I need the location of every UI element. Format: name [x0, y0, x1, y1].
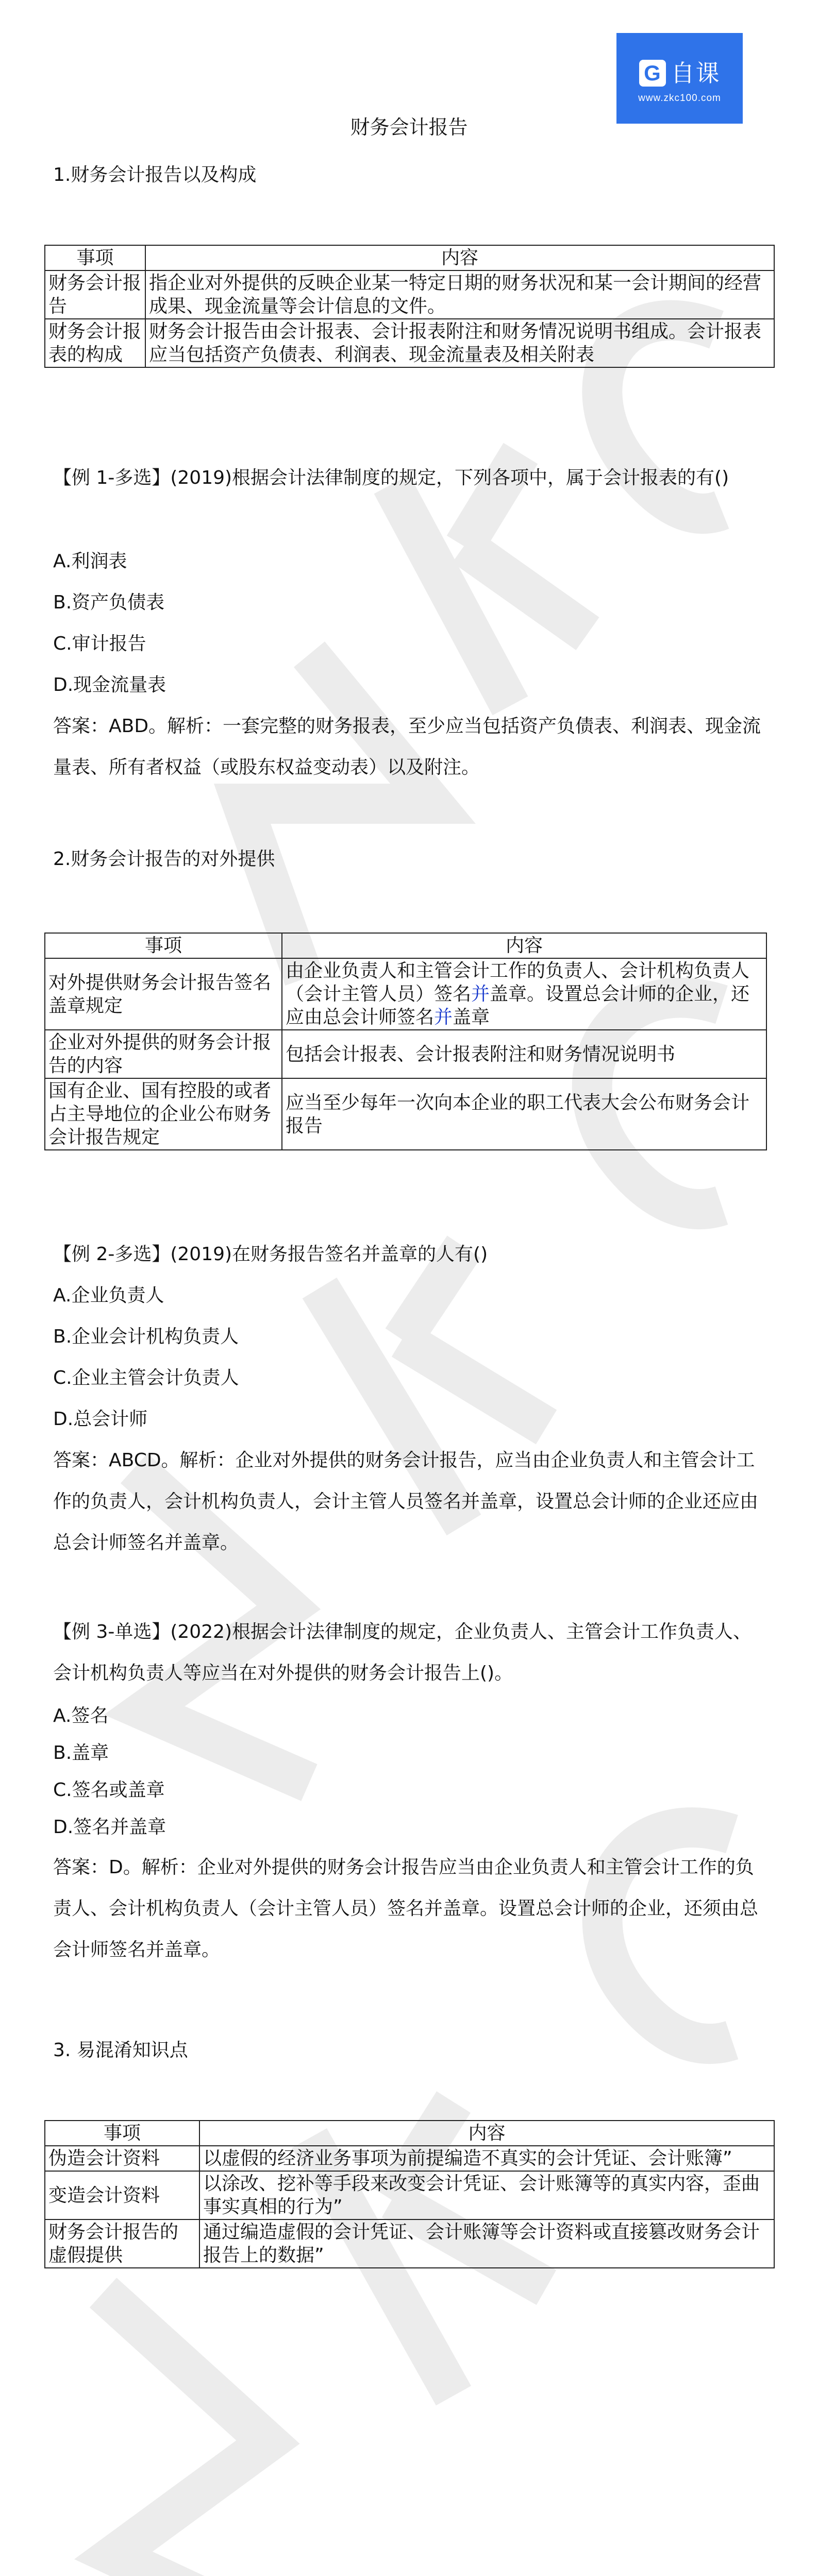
example-1-option: C.审计报告 [53, 633, 146, 654]
table-row [45, 319, 774, 367]
section-2-heading: 2.财务会计报告的对外提供 [53, 849, 275, 870]
example-3-option: A.签名 [53, 1705, 109, 1726]
table-header-cell: 内容 [145, 245, 774, 270]
section-1-heading: 1.财务会计报告以及构成 [53, 164, 257, 185]
table-header-cell: 事项 [45, 933, 282, 958]
example-2-option: D.总会计师 [53, 1409, 148, 1430]
example-2-option: C.企业主管会计负责人 [53, 1367, 239, 1388]
table-cell-item: 国有企业、国有控股的或者占主导地位的企业公布财务会计报告规定 [45, 1078, 282, 1150]
example-3-option: B.盖章 [53, 1742, 109, 1764]
table-cell-content: 指企业对外提供的反映企业某一特定日期的财务状况和某一会计期间的经营成果、现金流量等会计信息的文件。 [145, 270, 774, 319]
logo-url: www.zkc100.com [638, 93, 721, 104]
cell-text: 盖章。设置总会计师的企业，还应由总会计师签名 [286, 984, 750, 1028]
highlight-text: 并 [434, 1007, 453, 1028]
page-title: 财务会计报告 [350, 116, 468, 139]
example-1-question: 【例 1-多选】(2019)根据会计法律制度的规定，下列各项中，属于会计报表的有() [53, 467, 729, 488]
table-cell-content: 财务会计报告由会计报表、会计报表附注和财务情况说明书组成。会计报表应当包括资产负债表、利润表、现金流量表及相关附表 [145, 319, 774, 367]
table-header-row [45, 933, 766, 958]
example-1-option: A.利润表 [53, 551, 127, 572]
table-cell-content [282, 958, 766, 1030]
logo-name: 自课 [671, 59, 721, 87]
section-1-table [44, 245, 775, 368]
table-cell-content: 以虚假的经济业务事项为前提编造不真实的会计凭证、会计账簿” [199, 2146, 774, 2171]
example-1-option: B.资产负债表 [53, 592, 165, 613]
table-row [45, 1078, 766, 1150]
table-header-cell: 内容 [282, 933, 766, 958]
table-row [45, 958, 766, 1030]
table-row [45, 2219, 774, 2268]
table-cell-item: 对外提供财务会计报告签名盖章规定 [45, 958, 282, 1030]
table-row [45, 2146, 774, 2171]
brand-logo [616, 33, 743, 124]
example-2-option: B.企业会计机构负责人 [53, 1326, 239, 1347]
table-cell-item: 伪造会计资料 [45, 2146, 199, 2171]
example-3-option: C.签名或盖章 [53, 1780, 165, 1801]
table-header-cell: 事项 [45, 2121, 199, 2146]
table-cell-item: 变造会计资料 [45, 2171, 199, 2219]
table-cell-item: 企业对外提供的财务会计报告的内容 [45, 1030, 282, 1078]
example-3-question: 【例 3-单选】(2022)根据会计法律制度的规定，企业负责人、主管会计工作负责人、会计机构负责人等应当在对外提供的财务会计报告上()。 [53, 1621, 752, 1684]
table-header-cell: 事项 [45, 245, 145, 270]
table-cell-item: 财务会计报告 [45, 270, 145, 319]
section-2-table [44, 933, 767, 1150]
table-cell-content: 通过编造虚假的会计凭证、会计账簿等会计资料或直接篡改财务会计报告上的数据” [199, 2219, 774, 2268]
table-header-row [45, 245, 774, 270]
section-3-table [44, 2120, 775, 2268]
table-cell-content: 应当至少每年一次向本企业的职工代表大会公布财务会计报告 [282, 1078, 766, 1150]
table-row [45, 270, 774, 319]
example-2-option: A.企业负责人 [53, 1285, 164, 1306]
example-1-answer: 答案：ABD。解析：一套完整的财务报表，至少应当包括资产负债表、利润表、现金流量表、所有者权益（或股东权益变动表）以及附注。 [53, 716, 761, 778]
table-cell-content: 包括会计报表、会计报表附注和财务情况说明书 [282, 1030, 766, 1078]
example-2-answer: 答案：ABCD。解析：企业对外提供的财务会计报告，应当由企业负责人和主管会计工作的负责人，会计机构负责人，会计主管人员签名并盖章，设置总会计师的企业还应由总会计师签名并盖章。 [53, 1450, 759, 1553]
table-header-row [45, 2121, 774, 2146]
cell-text: 盖章 [453, 1007, 490, 1028]
table-row [45, 2171, 774, 2219]
example-3-option: D.签名并盖章 [53, 1817, 166, 1838]
section-3-heading: 3. 易混淆知识点 [53, 2040, 188, 2061]
table-cell-item: 财务会计报表的构成 [45, 319, 145, 367]
cell-text: 由企业负责人和主管会计工作的负责人、会计机构负责人（会计主管人员）签名 [286, 960, 750, 1005]
table-cell-item: 财务会计报告的虚假提供 [45, 2219, 199, 2268]
example-1-option: D.现金流量表 [53, 674, 166, 696]
table-row [45, 1030, 766, 1078]
highlight-text: 并 [471, 984, 490, 1005]
example-2-question: 【例 2-多选】(2019)在财务报告签名并盖章的人有() [53, 1244, 488, 1265]
table-header-cell: 内容 [199, 2121, 774, 2146]
example-3-answer: 答案：D。解析：企业对外提供的财务会计报告应当由企业负责人和主管会计工作的负责人、会计机构负责人（会计主管人员）签名并盖章。设置总会计师的企业，还须由总会计师签名并盖章。 [53, 1857, 759, 1960]
table-cell-content: 以涂改、挖补等手段来改变会计凭证、会计账簿等的真实内容，歪曲事实真相的行为” [199, 2171, 774, 2219]
logo-icon: G [639, 60, 666, 87]
